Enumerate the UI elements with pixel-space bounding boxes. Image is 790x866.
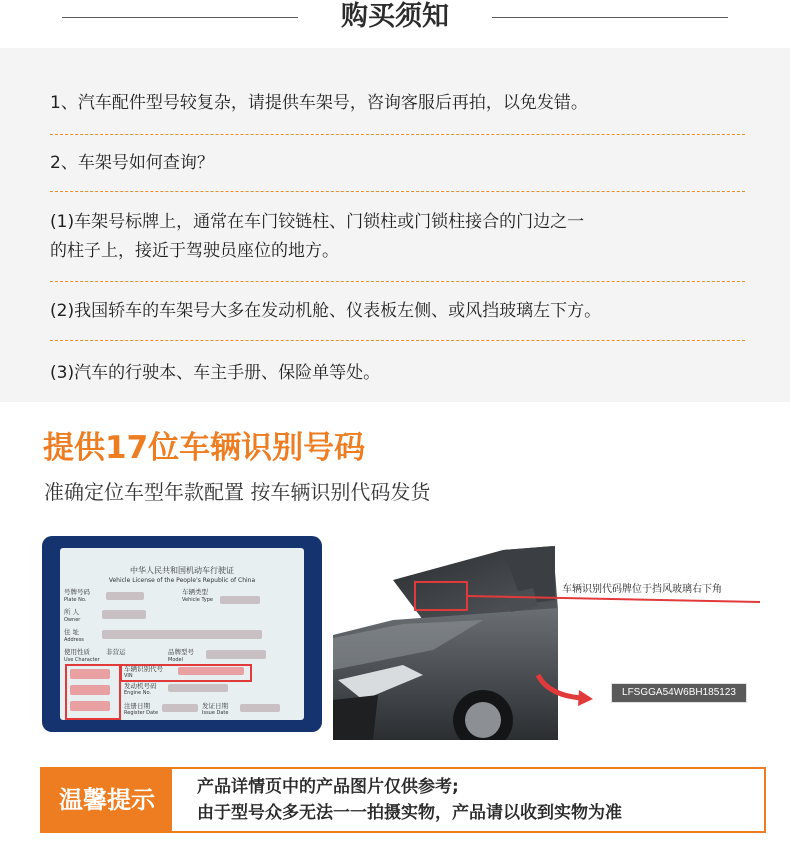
divider bbox=[50, 281, 745, 282]
label-register-en: Register Date bbox=[124, 710, 159, 716]
vehicle-license-image bbox=[42, 536, 322, 732]
label-plate-en: Plate No. bbox=[64, 597, 87, 603]
car-illustration bbox=[333, 540, 760, 740]
blurred-value bbox=[102, 610, 146, 619]
tip-badge: 温馨提示 bbox=[42, 769, 172, 831]
label-model-en: Model bbox=[168, 657, 184, 663]
label-engine: 发动机号码 bbox=[124, 682, 157, 690]
label-vehicle-type-en: Vehicle Type bbox=[182, 597, 213, 603]
label-issue-en: Issue Date bbox=[202, 710, 229, 716]
label-use: 使用性质 bbox=[64, 648, 90, 656]
tip-line-2: 由于型号众多无法一一拍摄实物，产品请以收到实物为准 bbox=[197, 803, 622, 823]
notice-item-1: 1、汽车配件型号较复杂，请提供车架号，咨询客服后再拍，以免发错。 bbox=[50, 93, 588, 113]
header bbox=[0, 0, 790, 48]
blurred-value bbox=[240, 704, 280, 712]
blurred-value bbox=[162, 704, 198, 712]
notice-item-2: 2、车架号如何查询？ bbox=[50, 153, 214, 173]
license-card bbox=[60, 548, 304, 720]
label-address: 住 址 bbox=[64, 628, 80, 636]
notice-item-4: (2)我国轿车的车架号大多在发动机舱、仪表板左侧、或风挡玻璃左下方。 bbox=[50, 301, 602, 321]
tip-line-1: 产品详情页中的产品图片仅供参考; bbox=[197, 777, 459, 797]
header-divider-right bbox=[492, 17, 728, 18]
label-address-en: Address bbox=[64, 637, 84, 643]
notice-item-3-line1: (1)车架号标牌上，通常在车门铰链柱、门锁柱或门锁柱接合的门边之一 bbox=[50, 212, 585, 232]
divider bbox=[50, 340, 745, 341]
blurred-value bbox=[206, 650, 266, 659]
divider bbox=[50, 134, 745, 135]
car-windshield-photo bbox=[333, 540, 760, 740]
header-divider-left bbox=[62, 17, 298, 18]
vin-section-subtitle: 准确定位车型年款配置 按车辆识别代码发货 bbox=[44, 480, 431, 504]
vin-location-callout: 车辆识别代码牌位于挡风玻璃右下角 bbox=[562, 584, 722, 595]
notice-item-3-line2: 的柱子上，接近于驾驶员座位的地方。 bbox=[50, 241, 339, 261]
blurred-value bbox=[106, 592, 144, 600]
blurred-vin-value bbox=[178, 667, 244, 675]
blurred-value bbox=[70, 669, 110, 679]
page-title: 购买须知 bbox=[341, 1, 449, 32]
blurred-value bbox=[102, 630, 262, 639]
notice-panel bbox=[0, 48, 790, 402]
label-vin: 车辆识别代号 bbox=[124, 665, 163, 673]
label-engine-en: Engine No. bbox=[124, 690, 152, 696]
label-model: 品牌型号 bbox=[168, 648, 194, 656]
use-value: 非营运 bbox=[106, 648, 126, 656]
blurred-value bbox=[220, 596, 260, 604]
vin-code-plate: LFSGGA54W6BH185123 bbox=[611, 683, 747, 703]
label-issue: 发证日期 bbox=[202, 702, 228, 710]
blurred-value bbox=[70, 685, 110, 695]
license-heading-en: Vehicle License of the People's Republic of China bbox=[108, 577, 256, 584]
blurred-value bbox=[70, 701, 110, 711]
label-register: 注册日期 bbox=[124, 702, 150, 710]
tip-banner bbox=[40, 767, 766, 833]
divider bbox=[50, 191, 745, 192]
blurred-value bbox=[168, 684, 228, 692]
label-owner-en: Owner bbox=[64, 617, 81, 623]
vin-section-title: 提供17位车辆识别号码 bbox=[43, 430, 366, 466]
label-owner: 所 人 bbox=[64, 608, 80, 616]
license-heading: 中华人民共和国机动车行驶证 bbox=[130, 566, 234, 575]
label-vehicle-type: 车辆类型 bbox=[182, 588, 208, 596]
label-use-en: Use Character bbox=[64, 657, 100, 663]
notice-item-5: (3)汽车的行驶本、车主手册、保险单等处。 bbox=[50, 363, 381, 383]
label-vin-en: VIN bbox=[124, 673, 133, 679]
label-plate: 号牌号码 bbox=[64, 588, 90, 596]
